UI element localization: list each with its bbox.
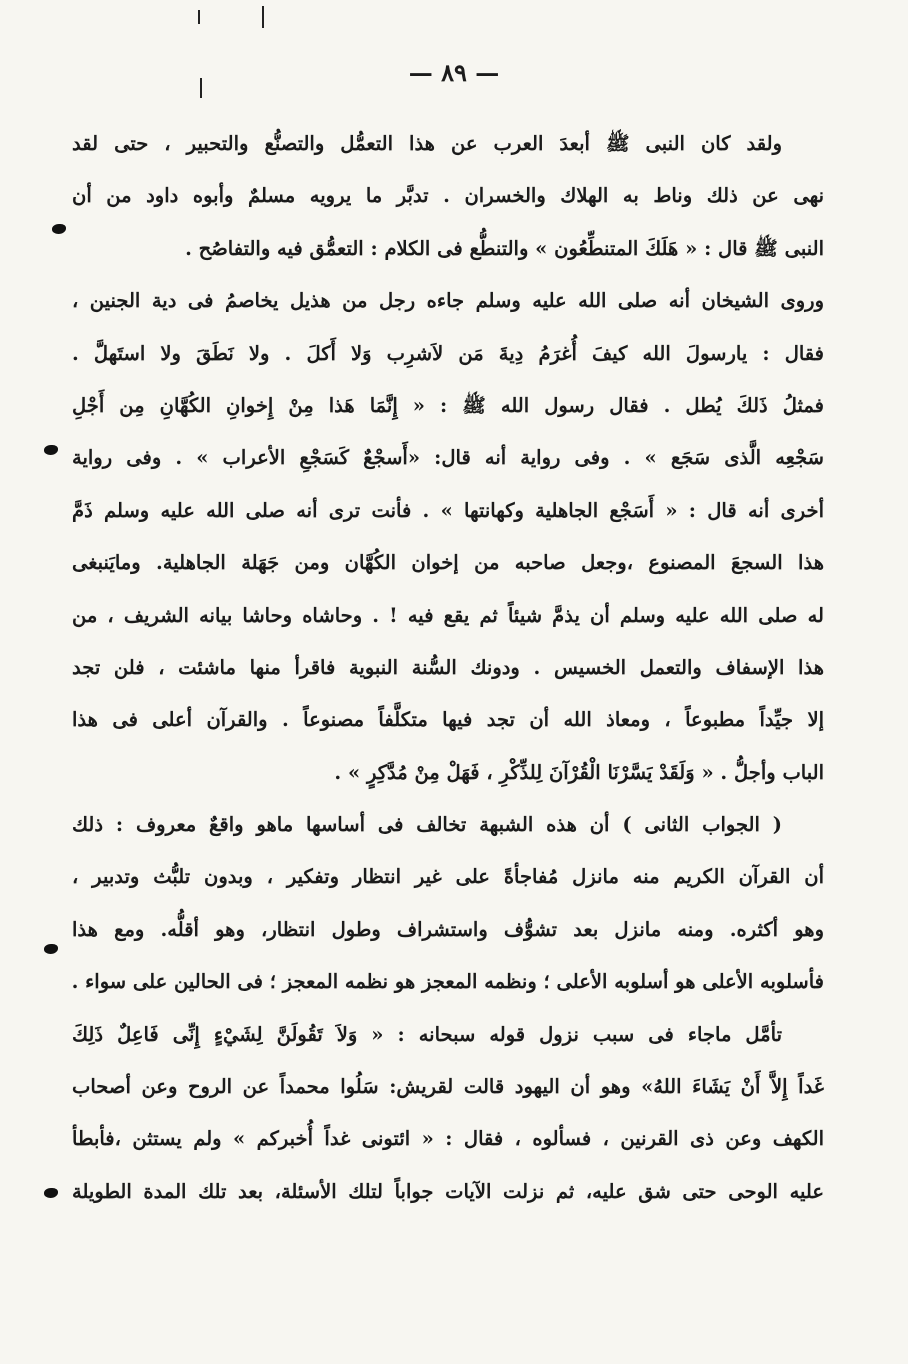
text-line: فأسلوبه الأعلى هو أسلوبه الأعلى ؛ ونظمه المعجز هو نظمه المعجز ؛ فى الحالين على سواء . bbox=[72, 970, 824, 994]
page-number: — ٨٩ — bbox=[408, 58, 500, 87]
stray-ink-mark bbox=[198, 10, 200, 24]
text-line: تأمَّل ماجاء فى سبب نزول قوله سبحانه : « وَلاَ تَقُولَنَّ لِشَيْءٍ إِنِّى فَاعِلٌ ذَلِكَ bbox=[72, 1022, 782, 1046]
margin-ink-blot bbox=[44, 445, 58, 455]
margin-ink-blot bbox=[44, 944, 58, 954]
text-line: هذا السجعَ المصنوع ،وجعل صاحبه من إخوان الكُهَّان ومن جَهَلة الجاهلية. ومايَنبغى bbox=[72, 551, 824, 575]
text-line: النبى ﷺ قال : « هَلَكَ المتنطِّعُون » والتنطُّع فى الكلام : التعمُّق فيه والتفاصُح . bbox=[185, 236, 824, 260]
text-line: أن القرآن الكريم منه مانزل مُفاجأةً على غير انتظار وتفكير ، وبدون تلبُّث وتدبير ، bbox=[72, 865, 824, 889]
text-line: أخرى أنه قال : « أَسَجْع الجاهلية وكهانتها » . فأنت ترى أنه صلى الله عليه وسلم ذَمَّ bbox=[72, 498, 824, 522]
text-line: ولقد كان النبى ﷺ أبعدَ العرب عن هذا التعمُّل والتصنُّع والتحبير ، حتى لقد bbox=[72, 132, 782, 155]
text-line: إلا جيِّداً مطبوعاً ، ومعاذ الله أن تجد فيها متكلَّفاً مصنوعاً . والقرآن أعلى فى هذا bbox=[72, 708, 824, 732]
text-line: وهو أكثره. ومنه مانزل بعد تشوُّف واستشراف وطول انتظار، وهو أقلُّه. ومع هذا bbox=[72, 917, 824, 941]
text-line: وروى الشيخان أنه صلى الله عليه وسلم جاءه رجل من هذيل يخاصمُ فى دية الجنين ، bbox=[72, 289, 824, 313]
text-line: فمثلُ ذَلكَ يُطل . فقال رسول الله ﷺ : « إِنَّمَا هَذا مِنْ إِخوانِ الكُهَّانِ مِن أَجْلِ bbox=[72, 393, 824, 417]
page-body-text bbox=[72, 118, 824, 1218]
margin-ink-blot bbox=[52, 224, 66, 234]
text-line: ( الجواب الثانى ) أن هذه الشبهة تخالف فى أساسها ماهو واقعٌ معروف : ذلك bbox=[72, 813, 782, 837]
stray-ink-mark bbox=[262, 6, 264, 28]
text-line: هذا الإسفاف والتعمل الخسيس . ودونك السُّنة النبوية فاقرأ منها ماشئت ، فلن تجد bbox=[72, 655, 824, 679]
text-line: الباب وأجلُّ . « وَلَقَدْ يَسَّرْنَا الْقُرْآنَ لِلذِّكْرِ ، فَهَلْ مِنْ مُدَّكِرٍ » . bbox=[334, 760, 824, 784]
text-line: غَداً إِلاَّ أَنْ يَشَاءَ اللهُ» وهو أن اليهود قالت لقريش: سَلُوا محمداً عن الروح وعن أصحاب bbox=[72, 1075, 824, 1099]
text-line: له صلى الله عليه وسلم أن يذمَّ شيئاً ثم يقع فيه ! . وحاشاه وحاشا بيانه الشريف ، من bbox=[72, 603, 824, 627]
margin-ink-blot bbox=[44, 1188, 58, 1198]
text-line: عليه الوحى حتى شق عليه، ثم نزلت الآيات جواباً لتلك الأسئلة، بعد تلك المدة الطويلة bbox=[72, 1179, 824, 1203]
text-line: سَجْعِه الَّذى سَجَع » . وفى رواية أنه قال: «أَسجْعٌ كَسَجْعِ الأعراب » . وفى رواية bbox=[72, 446, 824, 470]
text-line: فقال : يارسولَ الله كيفَ أُغرَمُ دِيةَ مَن لاَشرِب وَلا أَكلَ . ولا نَطَقَ ولا استَهلَّ . bbox=[72, 341, 824, 365]
text-line: نهى عن ذلك وناط به الهلاك والخسران . تدبَّر ما يرويه مسلمٌ وأبوه داود من أن bbox=[72, 184, 824, 208]
text-line: الكهف وعن ذى القرنين ، فسألوه ، فقال : « ائتونى غداً أُخبركم » ولم يستثن ،فأبطأ bbox=[72, 1127, 824, 1151]
